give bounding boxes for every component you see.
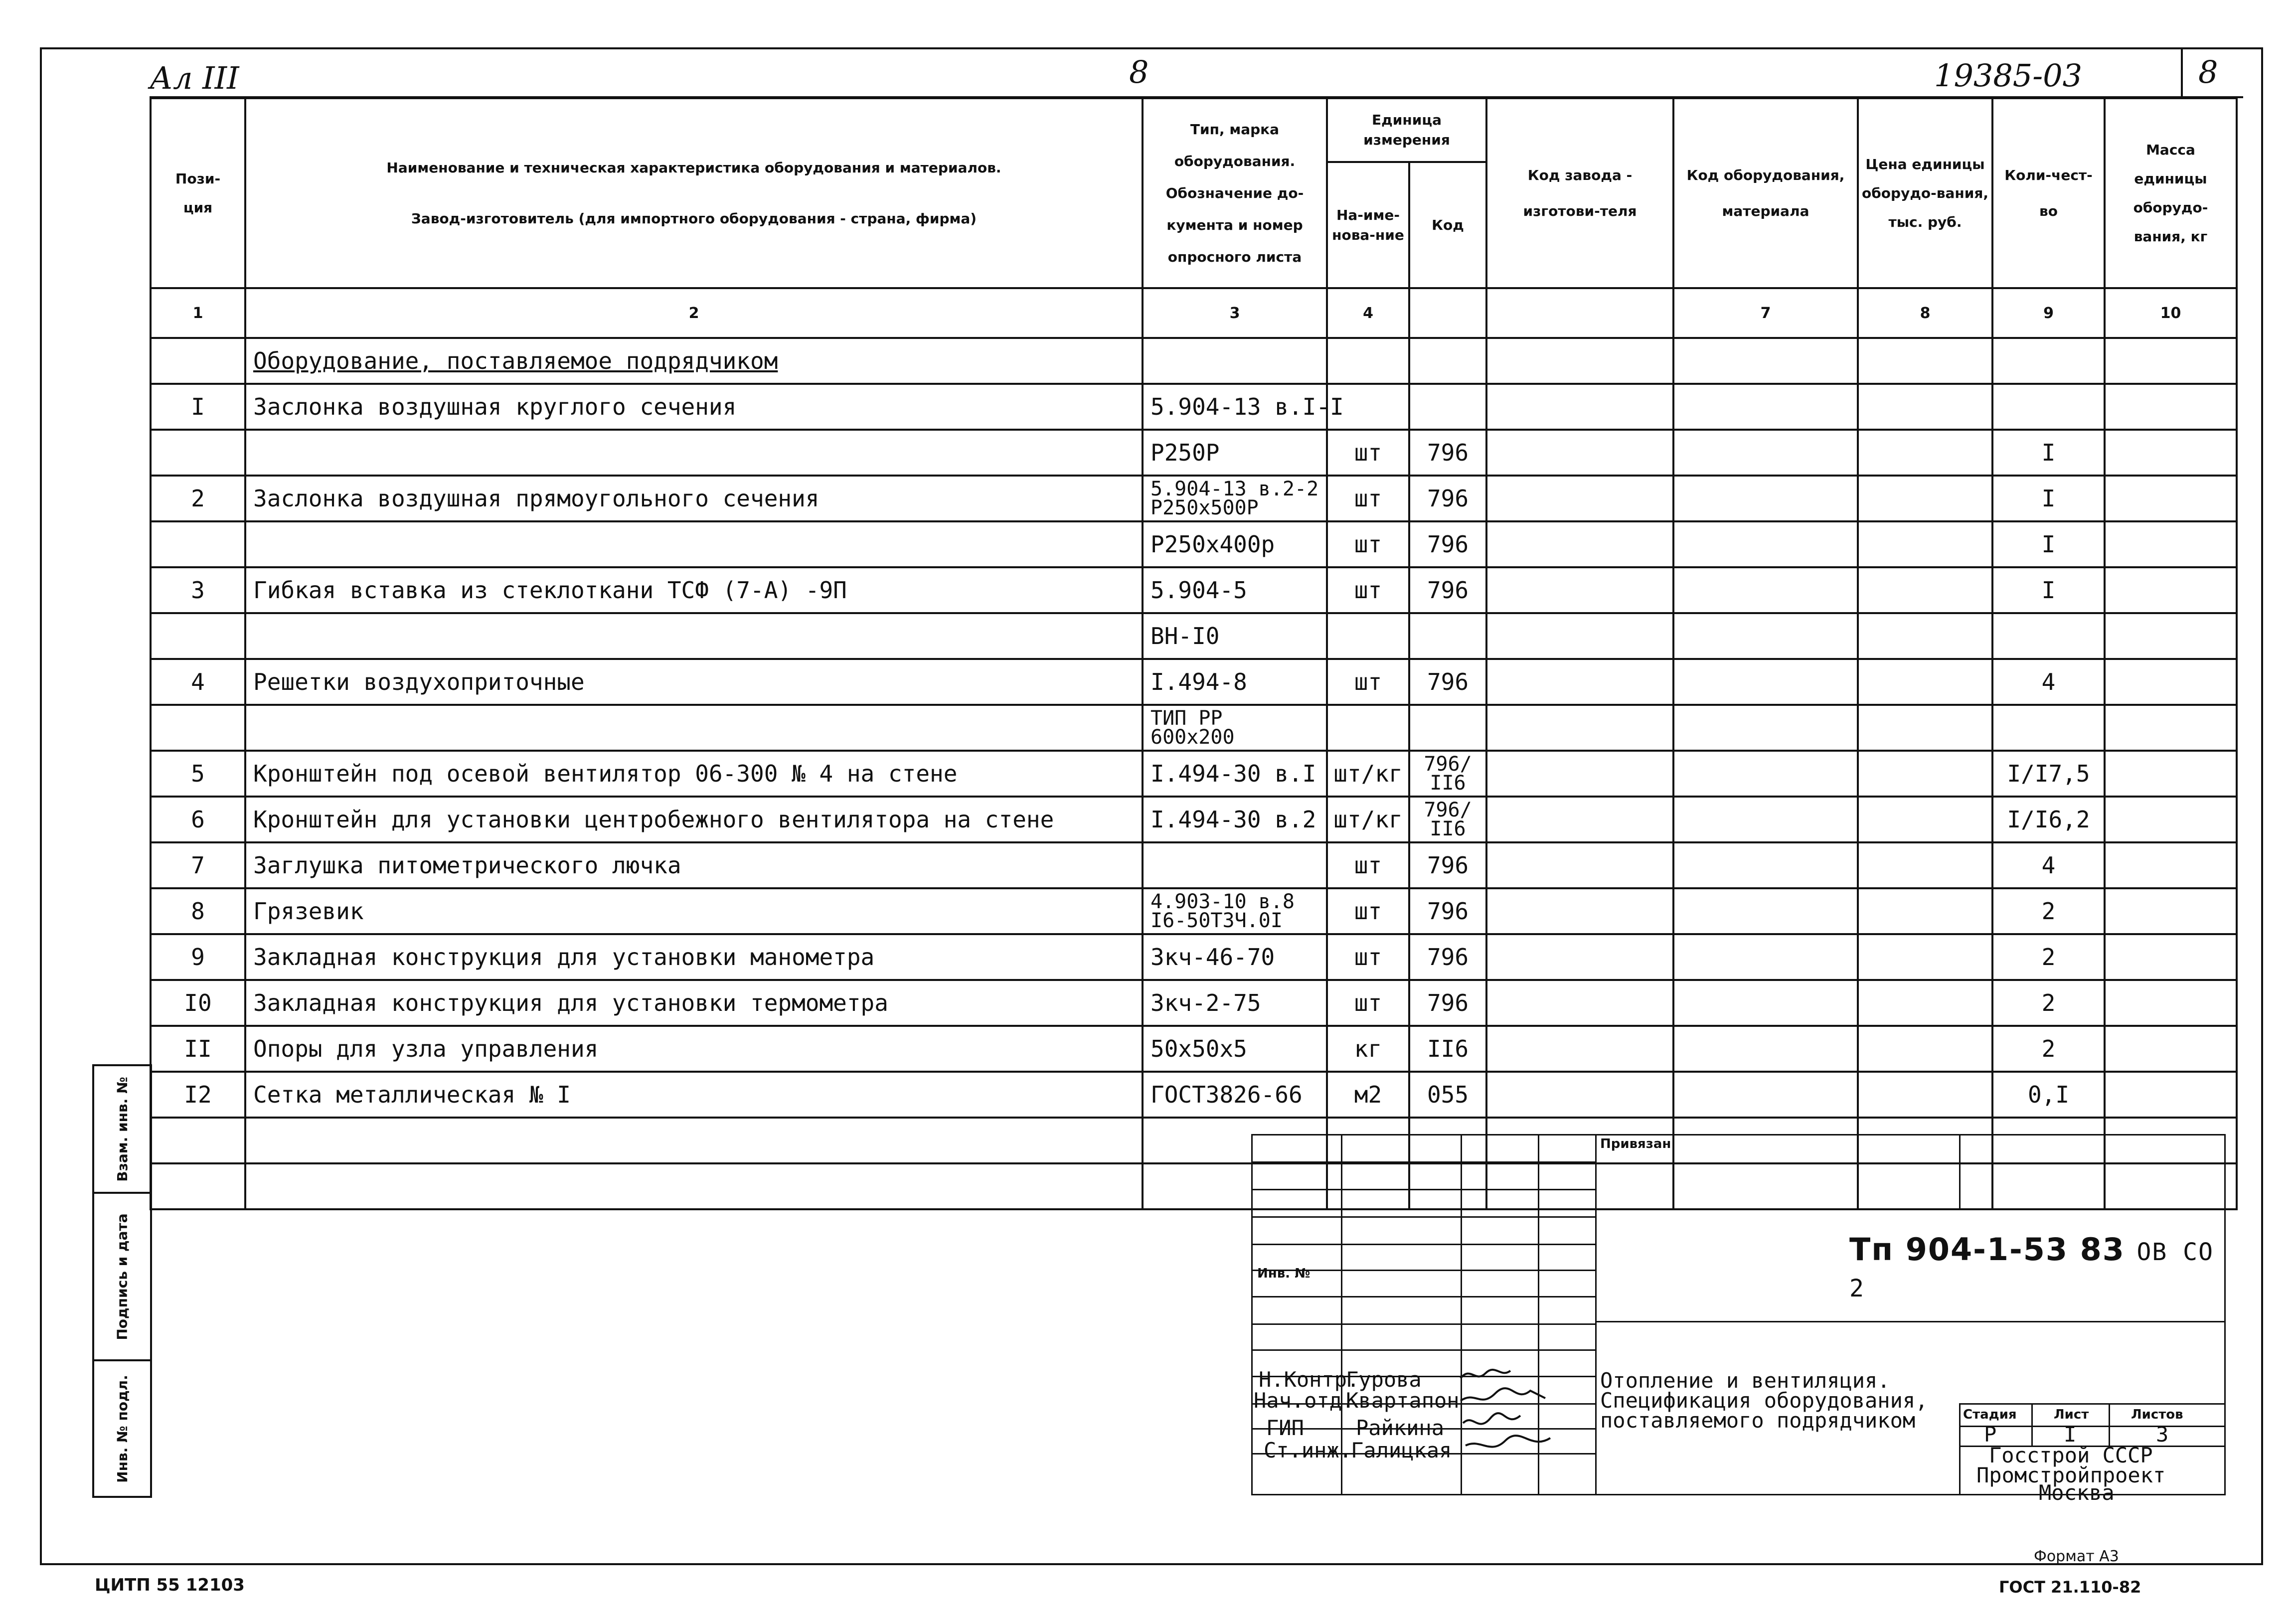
cell-name: Гибкая вставка из стеклоткани ТСФ (7-А) -9П xyxy=(245,567,1143,613)
cell-type: Р250х400р xyxy=(1143,521,1327,567)
cell-unit: шт xyxy=(1327,842,1409,888)
cell-quantity: I xyxy=(1992,476,2105,521)
cell-unit xyxy=(1327,705,1409,751)
cell-price xyxy=(1858,659,1992,705)
cell-type: 5.904-13 в.2-2 Р250х500Р xyxy=(1143,476,1327,521)
cell-position: 6 xyxy=(151,797,245,842)
cell-name: Грязевик xyxy=(245,888,1143,934)
cell-name: Закладная конструкция для установки термометра xyxy=(245,980,1143,1026)
col-number: 8 xyxy=(1858,288,1992,338)
cell-price xyxy=(1858,384,1992,430)
cell-equipment-code xyxy=(1673,980,1858,1026)
cell-unit: шт xyxy=(1327,476,1409,521)
cell-name: Заслонка воздушная круглого сечения xyxy=(245,384,1143,430)
cell-quantity: 2 xyxy=(1992,934,2105,980)
table-row xyxy=(151,797,2237,842)
cell-price xyxy=(1858,430,1992,476)
cell-quantity: 2 xyxy=(1992,980,2105,1026)
cell-equipment-code xyxy=(1673,613,1858,659)
cell-mass xyxy=(2105,430,2237,476)
cell-equipment-code xyxy=(1673,797,1858,842)
signatory-role: Н.Контр. xyxy=(1259,1367,1360,1392)
tb-vline xyxy=(1959,1403,1961,1495)
stage-label: Стадия xyxy=(1963,1407,2017,1422)
stage-value: Р xyxy=(1984,1422,1997,1447)
document-code: Тп 904-1-53 83 ОВ СО 2 xyxy=(1849,1231,2214,1302)
cell-price xyxy=(1858,613,1992,659)
sidebar-podpis: Подпись и дата xyxy=(92,1192,152,1361)
org-line3: Москва xyxy=(2039,1480,2115,1505)
cell-unit: шт/кг xyxy=(1327,797,1409,842)
cell-code: 796 xyxy=(1409,888,1486,934)
org-line1: Госстрой СССР xyxy=(1989,1443,2153,1467)
cell-code: 796 xyxy=(1409,842,1486,888)
col-header-factory-code: Код завода - изготови-теля xyxy=(1486,98,1673,288)
tb-hline xyxy=(1251,1296,1595,1297)
cell-factory-code xyxy=(1486,1026,1673,1072)
signatory-name: Гурова xyxy=(1346,1367,1422,1392)
sheet-mark: Ал III xyxy=(150,60,239,96)
col-header-quantity: Коли-чест-во xyxy=(1992,98,2105,288)
table-row xyxy=(151,613,2237,659)
cell-type: Зкч-46-70 xyxy=(1143,934,1327,980)
cell-type: 5.904-13 в.I-I xyxy=(1143,384,1327,430)
cell-factory-code xyxy=(1486,521,1673,567)
title-line3: поставляемого подрядчиком xyxy=(1600,1408,1916,1433)
cell-mass xyxy=(2105,751,2237,797)
cell-unit: шт/кг xyxy=(1327,751,1409,797)
cell-price xyxy=(1858,1026,1992,1072)
table-row xyxy=(151,567,2237,613)
cell-factory-code xyxy=(1486,705,1673,751)
col-number xyxy=(1486,288,1673,338)
cell-code: 796 xyxy=(1409,659,1486,705)
col-header-price: Цена единицы оборудо-вания, тыс. руб. xyxy=(1858,98,1992,288)
cell-code: 055 xyxy=(1409,1072,1486,1118)
tb-vline xyxy=(2031,1403,2033,1446)
cell-equipment-code xyxy=(1673,1072,1858,1118)
cell-type: Р250Р xyxy=(1143,430,1327,476)
cell-mass xyxy=(2105,1072,2237,1118)
cell-quantity: I xyxy=(1992,567,2105,613)
col-header-unit-name: На-име-нова-ние xyxy=(1327,162,1409,288)
cell-quantity: I xyxy=(1992,521,2105,567)
cell-price xyxy=(1858,751,1992,797)
sidebar-vzam: Взам. инв. № xyxy=(92,1064,152,1194)
cell-position: I0 xyxy=(151,980,245,1026)
col-header-name xyxy=(245,98,1143,288)
col-number xyxy=(1409,288,1486,338)
cell-equipment-code xyxy=(1673,659,1858,705)
cell-mass xyxy=(2105,842,2237,888)
header-row xyxy=(151,98,2237,162)
page-number-corner: 8 xyxy=(2198,54,2218,90)
cell-unit: шт xyxy=(1327,980,1409,1026)
tb-hline xyxy=(1595,1209,2226,1210)
col-header-unit: Единица измерения xyxy=(1327,98,1486,162)
cell-quantity xyxy=(1992,705,2105,751)
cell-position: 5 xyxy=(151,751,245,797)
cell-unit: шт xyxy=(1327,934,1409,980)
footer-gost: ГОСТ 21.110-82 xyxy=(1999,1578,2141,1597)
document-number: 19385-03 xyxy=(1934,57,2083,94)
table-row xyxy=(151,934,2237,980)
cell-mass xyxy=(2105,934,2237,980)
cell-price xyxy=(1858,888,1992,934)
footer-left: ЦИТП 55 12103 xyxy=(95,1575,245,1595)
cell-quantity xyxy=(1992,384,2105,430)
cell-name: Решетки воздухоприточные xyxy=(245,659,1143,705)
signatory-name: Галицкая xyxy=(1351,1438,1452,1462)
cell-name: Заглушка питометрического лючка xyxy=(245,842,1143,888)
cell-price xyxy=(1858,980,1992,1026)
cell-mass xyxy=(2105,888,2237,934)
table-row xyxy=(151,1026,2237,1072)
cell-factory-code xyxy=(1486,1072,1673,1118)
specification-table xyxy=(150,97,2238,1210)
signatory-name: Квартапон xyxy=(1346,1388,1460,1413)
tb-hline xyxy=(1595,1321,2226,1322)
cell-name: Заслонка воздушная прямоугольного сечения xyxy=(245,476,1143,521)
cell-mass xyxy=(2105,613,2237,659)
cell-mass xyxy=(2105,521,2237,567)
cell-position xyxy=(151,705,245,751)
cell-code: 796 xyxy=(1409,430,1486,476)
table-row xyxy=(151,430,2237,476)
cell-equipment-code xyxy=(1673,705,1858,751)
cell-name xyxy=(245,705,1143,751)
table-row xyxy=(151,980,2237,1026)
col-header-unit-code: Код xyxy=(1409,162,1486,288)
cell-position: 7 xyxy=(151,842,245,888)
cell-type: ВН-I0 xyxy=(1143,613,1327,659)
col-number: 7 xyxy=(1673,288,1858,338)
cell-equipment-code xyxy=(1673,521,1858,567)
tb-vline xyxy=(2109,1403,2110,1446)
cell-factory-code xyxy=(1486,751,1673,797)
cell-type: ГОСТ3826-66 xyxy=(1143,1072,1327,1118)
table-row xyxy=(151,476,2237,521)
cell-position xyxy=(151,613,245,659)
cell-factory-code xyxy=(1486,934,1673,980)
cell-factory-code xyxy=(1486,567,1673,613)
cell-unit: шт xyxy=(1327,521,1409,567)
cell-mass xyxy=(2105,797,2237,842)
section-title: Оборудование, поставляемое подрядчиком xyxy=(245,338,1143,384)
cell-name: Закладная конструкция для установки манометра xyxy=(245,934,1143,980)
title-block xyxy=(1251,1134,2226,1505)
sheet-value: I xyxy=(2064,1422,2077,1447)
table-row xyxy=(151,1072,2237,1118)
table-row xyxy=(151,521,2237,567)
signature-scribbles xyxy=(1456,1363,1605,1463)
title-line2: Спецификация оборудования, xyxy=(1600,1388,1928,1413)
cell-quantity: I/I6,2 xyxy=(1992,797,2105,842)
cell-equipment-code xyxy=(1673,1026,1858,1072)
cell-code xyxy=(1409,705,1486,751)
table-body xyxy=(151,384,2237,1118)
cell-equipment-code xyxy=(1673,751,1858,797)
col-number: 10 xyxy=(2105,288,2237,338)
cell-position: 3 xyxy=(151,567,245,613)
cell-name xyxy=(245,430,1143,476)
col-header-name-line1: Наименование и техническая характеристика оборудования и материалов. xyxy=(386,159,1001,176)
cell-type: I.494-30 в.2 xyxy=(1143,797,1327,842)
cell-equipment-code xyxy=(1673,384,1858,430)
cell-mass xyxy=(2105,476,2237,521)
cell-code: II6 xyxy=(1409,1026,1486,1072)
tb-hline xyxy=(1959,1426,2226,1427)
cell-position: II xyxy=(151,1026,245,1072)
cell-position: I xyxy=(151,384,245,430)
sheets-value: 3 xyxy=(2156,1422,2169,1447)
cell-position xyxy=(151,521,245,567)
cell-mass xyxy=(2105,980,2237,1026)
cell-type: 4.903-10 в.8 I6-50ТЗЧ.0I xyxy=(1143,888,1327,934)
cell-type: ТИП РР 600х200 xyxy=(1143,705,1327,751)
cell-unit: шт xyxy=(1327,888,1409,934)
cell-code: 796 xyxy=(1409,567,1486,613)
cell-type: I.494-8 xyxy=(1143,659,1327,705)
sidebar-stamp xyxy=(92,1064,152,1498)
cell-factory-code xyxy=(1486,430,1673,476)
cell-position: 9 xyxy=(151,934,245,980)
cell-quantity: 2 xyxy=(1992,1026,2105,1072)
col-number: 9 xyxy=(1992,288,2105,338)
signatory-role: Нач.отд. xyxy=(1254,1388,1355,1413)
cell-code xyxy=(1409,384,1486,430)
cell-type: I.494-30 в.I xyxy=(1143,751,1327,797)
cell-mass xyxy=(2105,705,2237,751)
cell-quantity: 4 xyxy=(1992,842,2105,888)
col-header-mass: Масса единицы оборудо-вания, кг xyxy=(2105,98,2237,288)
cell-quantity: I xyxy=(1992,430,2105,476)
sidebar-inv: Инв. № подл. xyxy=(92,1359,152,1498)
cell-equipment-code xyxy=(1673,430,1858,476)
cell-factory-code xyxy=(1486,980,1673,1026)
tb-hline xyxy=(1251,1161,1595,1163)
cell-code: 796/ II6 xyxy=(1409,797,1486,842)
cell-mass xyxy=(2105,567,2237,613)
table-row xyxy=(151,888,2237,934)
cell-price xyxy=(1858,934,1992,980)
col-number: 1 xyxy=(151,288,245,338)
cell-factory-code xyxy=(1486,384,1673,430)
table-row xyxy=(151,751,2237,797)
cell-unit: шт xyxy=(1327,430,1409,476)
cell-type xyxy=(1143,842,1327,888)
cell-unit: кг xyxy=(1327,1026,1409,1072)
col-number: 3 xyxy=(1143,288,1327,338)
cell-quantity: I/I7,5 xyxy=(1992,751,2105,797)
cell-unit: шт xyxy=(1327,567,1409,613)
footer-format: Формат А3 xyxy=(2034,1548,2119,1565)
cell-unit: шт xyxy=(1327,659,1409,705)
table-row xyxy=(151,842,2237,888)
cell-quantity: 2 xyxy=(1992,888,2105,934)
cell-mass xyxy=(2105,384,2237,430)
cell-price xyxy=(1858,476,1992,521)
cell-code: 796 xyxy=(1409,476,1486,521)
cell-price xyxy=(1858,705,1992,751)
tb-hline xyxy=(1251,1189,1595,1190)
cell-position: 4 xyxy=(151,659,245,705)
cell-name: Кронштейн для установки центробежного вентилятора на стене xyxy=(245,797,1143,842)
cell-factory-code xyxy=(1486,797,1673,842)
cell-price xyxy=(1858,521,1992,567)
tb-hline xyxy=(1251,1323,1595,1325)
cell-unit xyxy=(1327,613,1409,659)
cell-price xyxy=(1858,1072,1992,1118)
cell-equipment-code xyxy=(1673,842,1858,888)
cell-price xyxy=(1858,567,1992,613)
sheets-label: Листов xyxy=(2131,1407,2183,1422)
cell-type: 5.904-5 xyxy=(1143,567,1327,613)
col-number: 2 xyxy=(245,288,1143,338)
col-header-name-line2: Завод-изготовитель (для импортного оборудования - страна, фирма) xyxy=(411,210,977,227)
cell-equipment-code xyxy=(1673,934,1858,980)
tb-hline xyxy=(1251,1349,1595,1351)
column-number-row xyxy=(151,288,2237,338)
signatory-role: Ст.инж. xyxy=(1264,1438,1352,1462)
cell-code: 796 xyxy=(1409,934,1486,980)
cell-code: 796 xyxy=(1409,980,1486,1026)
page-number-center: 8 xyxy=(1129,54,1149,90)
cell-type: Зкч-2-75 xyxy=(1143,980,1327,1026)
privyazan-label: Привязан xyxy=(1600,1136,1671,1151)
cell-factory-code xyxy=(1486,613,1673,659)
signatory-name: Райкина xyxy=(1356,1416,1445,1440)
cell-position: 8 xyxy=(151,888,245,934)
cell-price xyxy=(1858,797,1992,842)
tb-hline xyxy=(1251,1216,1595,1218)
corner-divider xyxy=(2181,47,2183,97)
cell-name xyxy=(245,613,1143,659)
cell-name: Опоры для узла управления xyxy=(245,1026,1143,1072)
signatory-role: ГИП xyxy=(1266,1416,1304,1440)
sheet-label: Лист xyxy=(2054,1407,2089,1422)
cell-factory-code xyxy=(1486,842,1673,888)
cell-code xyxy=(1409,613,1486,659)
cell-code: 796 xyxy=(1409,521,1486,567)
cell-equipment-code xyxy=(1673,888,1858,934)
section-row xyxy=(151,338,2237,384)
cell-equipment-code xyxy=(1673,476,1858,521)
col-header-position: Пози- ция xyxy=(151,98,245,288)
cell-name: Сетка металлическая № I xyxy=(245,1072,1143,1118)
cell-name xyxy=(245,521,1143,567)
cell-quantity: 0,I xyxy=(1992,1072,2105,1118)
cell-quantity xyxy=(1992,613,2105,659)
org-line2: Промстройпроект xyxy=(1976,1463,2166,1487)
tb-hline xyxy=(1251,1244,1595,1245)
cell-quantity: 4 xyxy=(1992,659,2105,705)
cell-position: I2 xyxy=(151,1072,245,1118)
cell-factory-code xyxy=(1486,476,1673,521)
cell-position: 2 xyxy=(151,476,245,521)
col-header-type: Тип, марка оборудования. Обозначение до-кумента и номер опросного листа xyxy=(1143,98,1327,288)
inv-no-label: Инв. № xyxy=(1257,1266,1311,1281)
cell-mass xyxy=(2105,659,2237,705)
cell-factory-code xyxy=(1486,659,1673,705)
title-line1: Отопление и вентиляция. xyxy=(1600,1368,1890,1393)
table-row xyxy=(151,705,2237,751)
cell-name: Кронштейн под осевой вентилятор 06-300 № 4 на стене xyxy=(245,751,1143,797)
table-row xyxy=(151,659,2237,705)
cell-price xyxy=(1858,842,1992,888)
cell-type: 50х50х5 xyxy=(1143,1026,1327,1072)
col-number: 4 xyxy=(1327,288,1409,338)
cell-code: 796/ II6 xyxy=(1409,751,1486,797)
cell-unit: м2 xyxy=(1327,1072,1409,1118)
tb-vline xyxy=(1959,1134,1961,1209)
cell-equipment-code xyxy=(1673,567,1858,613)
cell-mass xyxy=(2105,1026,2237,1072)
tb-hline xyxy=(1959,1403,2226,1405)
col-header-equipment-code: Код оборудования, материала xyxy=(1673,98,1858,288)
cell-position xyxy=(151,430,245,476)
table-row xyxy=(151,384,2237,430)
cell-factory-code xyxy=(1486,888,1673,934)
